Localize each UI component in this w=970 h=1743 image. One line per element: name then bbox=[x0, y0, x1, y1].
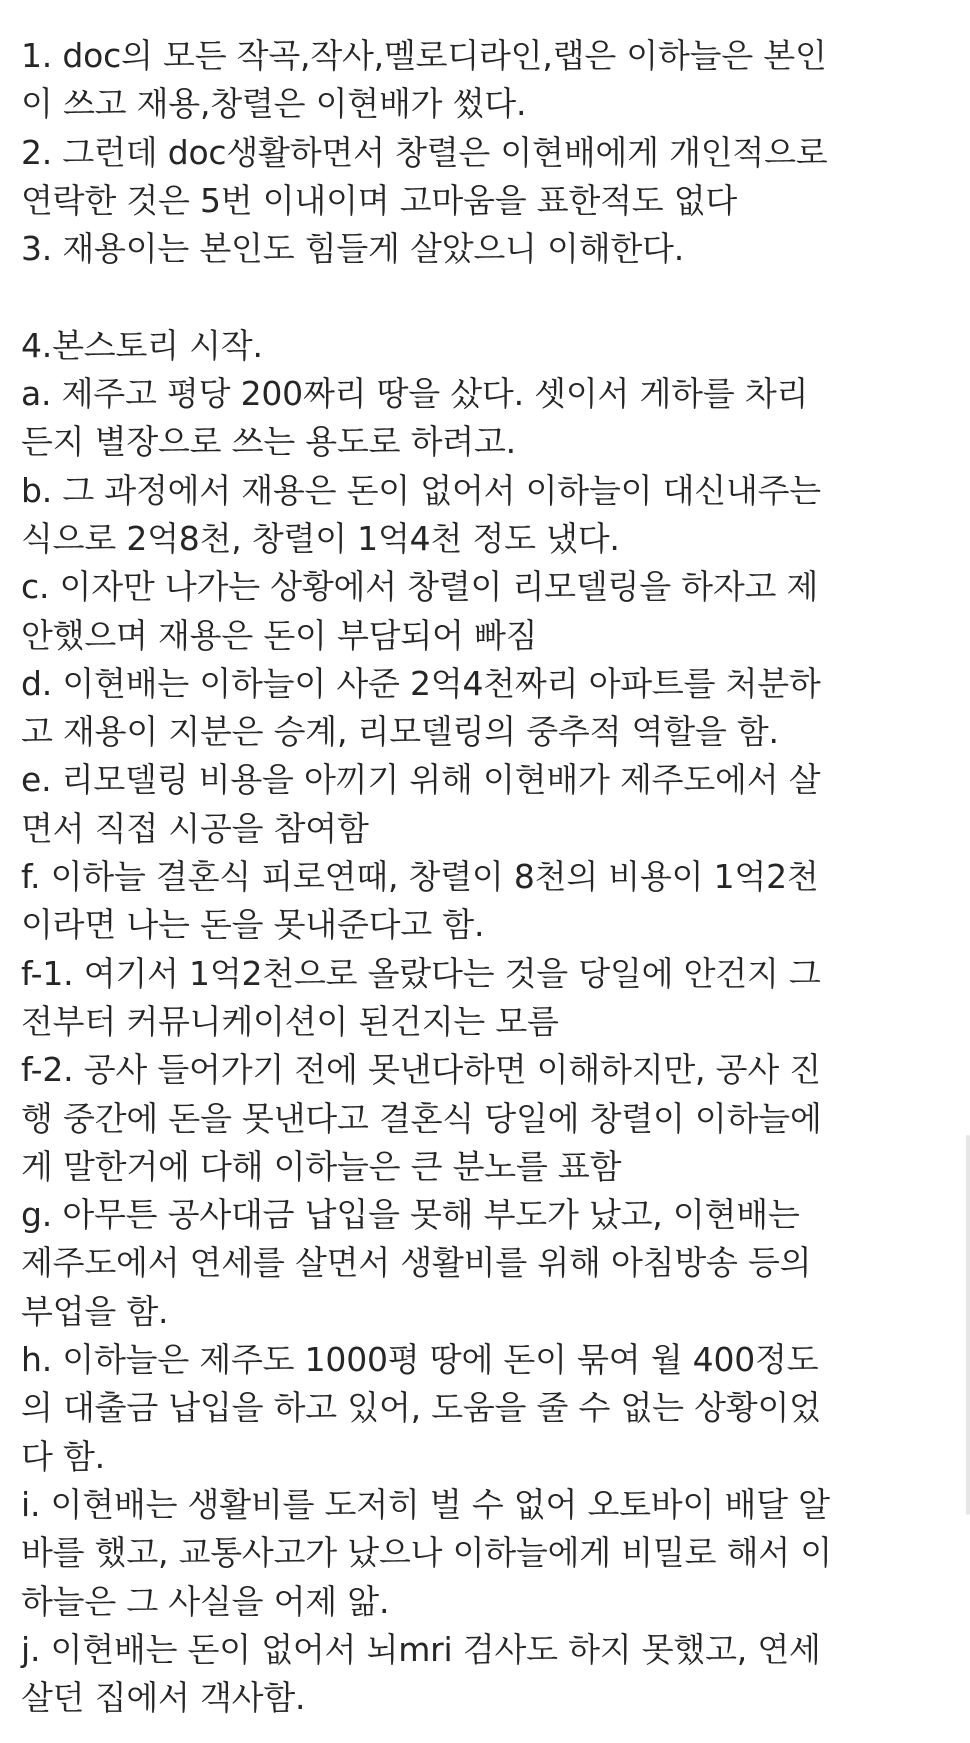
text-line: 부업을 함. bbox=[21, 1291, 169, 1331]
text-line: 살던 집에서 객사함. bbox=[21, 1678, 306, 1718]
blank-line bbox=[21, 273, 956, 321]
text-line: 면서 직접 시공을 참여함 bbox=[21, 808, 369, 848]
text-line: 식으로 2억8천, 창렬이 1억4천 정도 냈다. bbox=[21, 518, 620, 558]
text-line: 1. doc의 모든 작곡,작사,멜로디라인,랩은 이하늘은 본인 bbox=[21, 36, 827, 75]
text-line: 다 함. bbox=[21, 1436, 105, 1476]
text-line: 게 말한거에 다해 이하늘은 큰 분노를 표함 bbox=[21, 1146, 622, 1186]
text-line: d. 이현배는 이하늘이 사준 2억4천짜리 아파트를 처분하 bbox=[21, 663, 821, 703]
document-body bbox=[21, 32, 956, 1722]
text-line: g. 아무튼 공사대금 납입을 못해 부도가 났고, 이현배는 bbox=[21, 1195, 800, 1235]
section-heading: 4.본스토리 시작. bbox=[21, 325, 263, 365]
scrollbar[interactable] bbox=[966, 1135, 970, 1515]
text-line: 안했으며 재용은 돈이 부담되어 빠짐 bbox=[21, 615, 538, 655]
text-line: 하늘은 그 사실을 어제 앎. bbox=[21, 1581, 390, 1621]
text-line: 제주도에서 연세를 살면서 생활비를 위해 아침방송 등의 bbox=[21, 1243, 812, 1283]
text-line: e. 리모델링 비용을 아끼기 위해 이현배가 제주도에서 살 bbox=[21, 760, 821, 800]
text-line: 이 쓰고 재용,창렬은 이현배가 썼다. bbox=[21, 84, 527, 124]
text-line: i. 이현배는 생활비를 도저히 벌 수 없어 오토바이 배달 알 bbox=[21, 1484, 830, 1524]
text-line: b. 그 과정에서 재용은 돈이 없어서 이하늘이 대신내주는 bbox=[21, 470, 821, 510]
text-line: h. 이하늘은 제주도 1000평 땅에 돈이 묶여 월 400정도 bbox=[21, 1340, 819, 1380]
text-line: 3. 재용이는 본인도 힘들게 살았으니 이해한다. bbox=[21, 229, 685, 269]
text-line: 바를 했고, 교통사고가 났으나 이하늘에게 비밀로 해서 이 bbox=[21, 1533, 832, 1573]
text-line: 고 재용이 지분은 승계, 리모델링의 중추적 역할을 함. bbox=[21, 712, 779, 752]
text-line: f-1. 여기서 1억2천으로 올랐다는 것을 당일에 안건지 그 bbox=[21, 953, 821, 993]
text-line: j. 이현배는 돈이 없어서 뇌mri 검사도 하지 못했고, 연세 bbox=[21, 1629, 821, 1669]
text-line: c. 이자만 나가는 상황에서 창렬이 리모델링을 하자고 제 bbox=[21, 567, 819, 607]
text-line: 든지 별장으로 쓰는 용도로 하려고. bbox=[21, 422, 516, 462]
text-line: f. 이하늘 결혼식 피로연때, 창렬이 8천의 비용이 1억2천 bbox=[21, 857, 819, 897]
text-line: f-2. 공사 들어가기 전에 못낸다하면 이해하지만, 공사 진 bbox=[21, 1050, 821, 1090]
text-line: 의 대출금 납입을 하고 있어, 도움을 줄 수 없는 상황이었 bbox=[21, 1388, 821, 1428]
text-line: 연락한 것은 5번 이내이며 고마움을 표한적도 없다 bbox=[21, 180, 738, 220]
text-line: 전부터 커뮤니케이션이 된건지는 모름 bbox=[21, 1001, 559, 1041]
text-line: 행 중간에 돈을 못낸다고 결혼식 당일에 창렬이 이하늘에 bbox=[21, 1098, 822, 1138]
text-line: 2. 그런데 doc생활하면서 창렬은 이현배에게 개인적으로 bbox=[21, 132, 828, 172]
text-line: a. 제주고 평당 200짜리 땅을 샀다. 셋이서 게하를 차리 bbox=[21, 374, 809, 414]
text-line: 이라면 나는 돈을 못내준다고 함. bbox=[21, 905, 485, 945]
